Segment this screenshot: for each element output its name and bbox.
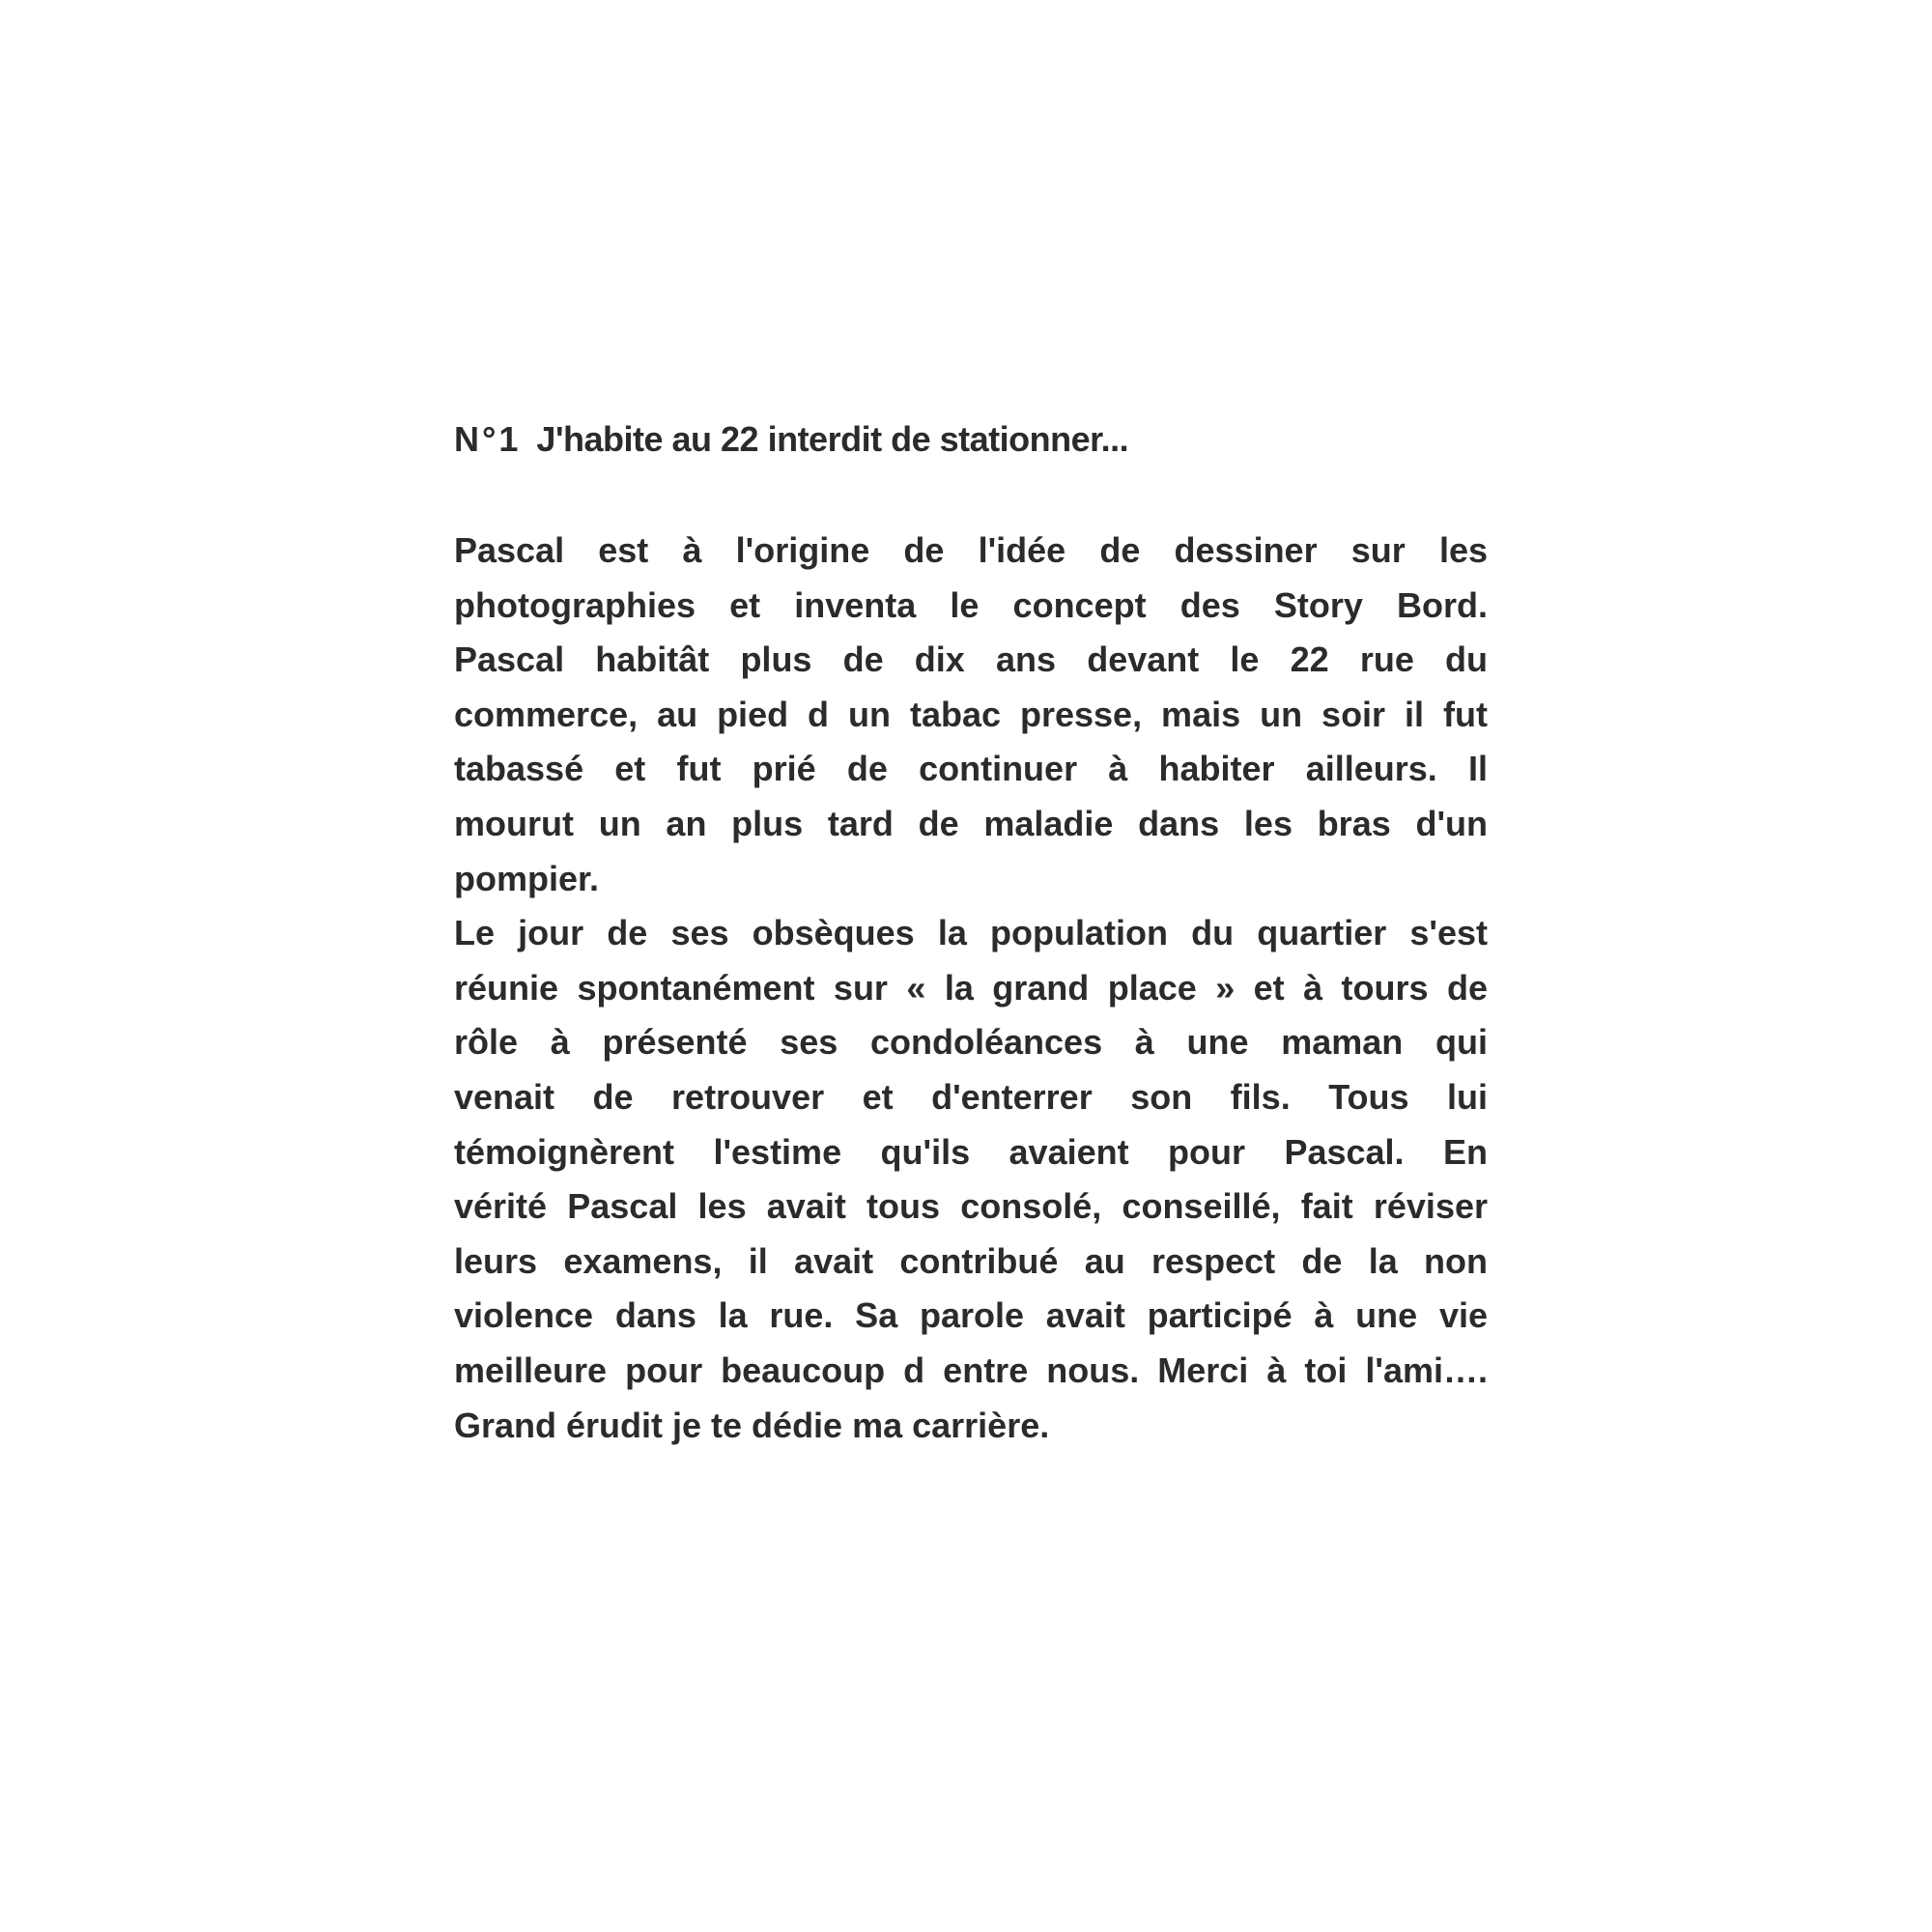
body-line: Le jour de ses obsèques la population du quartier s'est [454,913,1488,953]
body-line: venait de retrouver et d'enterrer son fils. Tous lui [454,1076,1488,1117]
body-line: Pascal est à l'origine de l'idée de dessiner sur les [454,530,1488,570]
title-number: N°1 [454,419,522,459]
text-block [454,417,1488,1453]
body-line: mourut un an plus tard de maladie dans les bras d'un [454,803,1488,843]
body-line: violence dans la rue. Sa parole avait participé à une vie [454,1295,1488,1336]
body-line: témoignèrent l'estime qu'ils avaient pour Pascal. En [454,1131,1488,1172]
title-text: J'habite au 22 interdit de stationner... [536,419,1129,459]
body-line: tabassé et fut prié de continuer à habiter ailleurs. Il [454,749,1488,789]
body-text [454,524,1488,1453]
body-line: photographies et inventa le concept des Story Bord. [454,584,1488,625]
body-line: rôle à présenté ses condoléances à une maman qui [454,1022,1488,1063]
body-line: pompier. [454,858,600,898]
body-line: Pascal habitât plus de dix ans devant le 22 rue du [454,639,1488,680]
body-line: leurs examens, il avait contribué au respect de la non [454,1240,1488,1281]
body-line: vérité Pascal les avait tous consolé, conseillé, fait réviser [454,1186,1488,1227]
document-title [454,417,1488,462]
body-line: commerce, au pied d un tabac presse, mais un soir il fut [454,694,1488,734]
body-line: réunie spontanément sur « la grand place » et à tours de [454,967,1488,1008]
body-line: meilleure pour beaucoup d entre nous. Merci à toi l'ami…. [454,1350,1488,1390]
body-line: Grand érudit je te dédie ma carrière. [454,1405,1050,1445]
